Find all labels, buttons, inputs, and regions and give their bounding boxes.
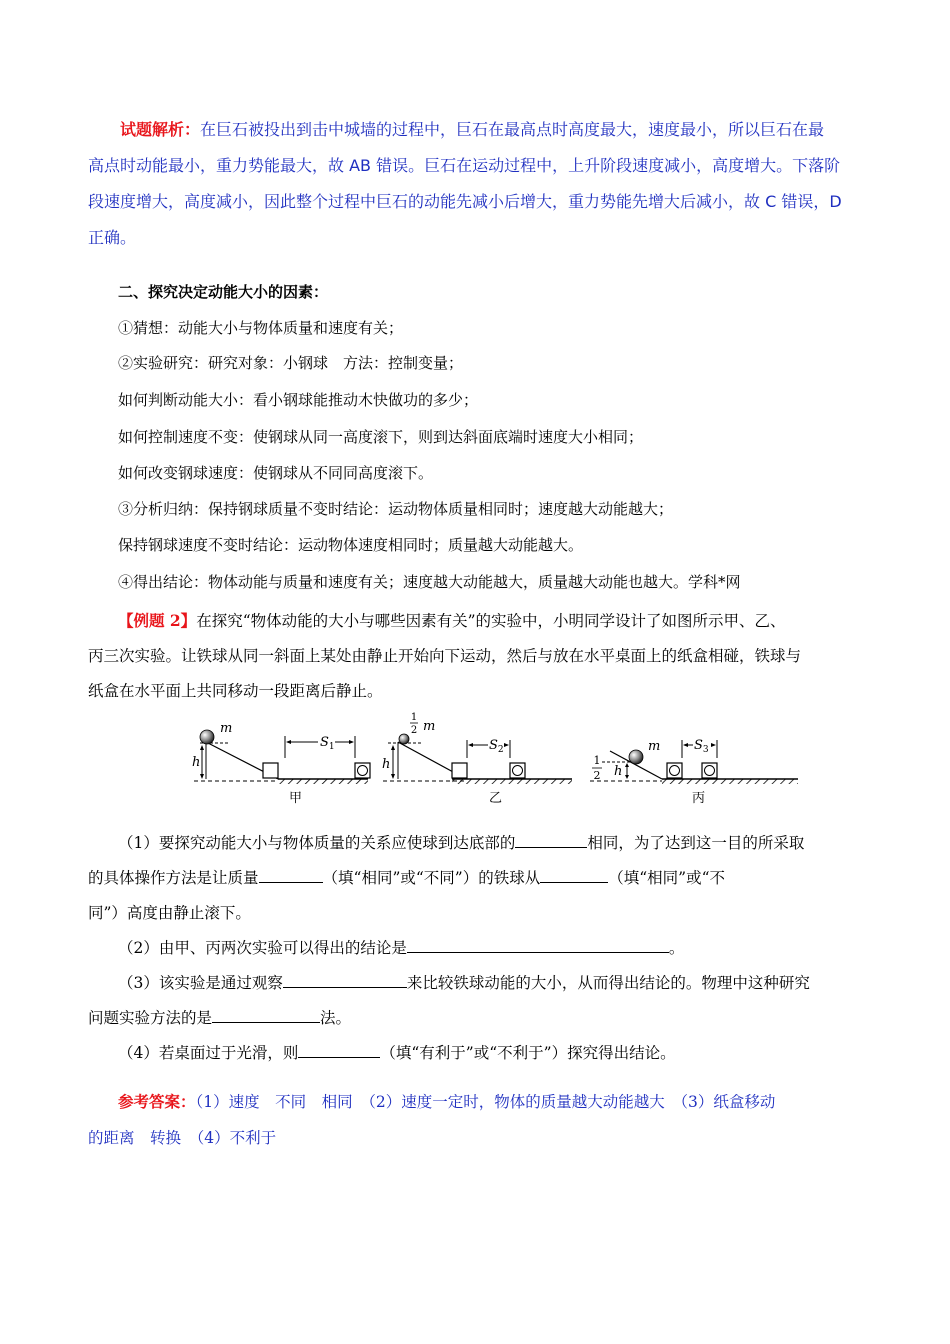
section-item: ③分析归纳：保持钢球质量不变时结论：运动物体质量相同时；速度越大动能越大； xyxy=(118,500,674,518)
questions-block xyxy=(88,826,868,1071)
panel-yi xyxy=(382,712,572,804)
panel-label: 甲 xyxy=(289,791,303,804)
answer-blank[interactable] xyxy=(212,1004,320,1023)
question-1-end: 同”）高度由静止滚下。 xyxy=(88,904,251,922)
section-item: 如何改变钢球速度：使钢球从不同同高度滚下。 xyxy=(118,464,434,482)
panel-bing xyxy=(590,738,798,804)
distance-label: $S_1$ xyxy=(320,735,335,752)
panel-label: 丙 xyxy=(692,791,706,804)
height-fraction-numerator: 1 xyxy=(593,754,601,767)
analysis-block xyxy=(88,112,873,256)
experiment-figure xyxy=(190,712,800,804)
question-3: （3）该实验是通过观察 来比较铁球动能的大小，从而得出结论的。物理中这种研究 xyxy=(88,966,868,1001)
panel-jia xyxy=(192,721,370,804)
reference-answer xyxy=(88,1084,873,1156)
answer-blank[interactable] xyxy=(298,1039,380,1058)
mass-label: m xyxy=(220,721,233,736)
answer-text: （1）速度 不同 相同 （2）速度一定时，物体的质量越大动能越大 （3）纸盒移动 xyxy=(195,1093,776,1111)
height-label: h xyxy=(382,757,391,772)
distance-label: $S_3$ xyxy=(694,738,709,755)
panel-label: 乙 xyxy=(489,791,503,804)
height-label: h xyxy=(192,755,201,770)
section-item: 如何判断动能大小：看小钢球能推动木快做功的多少； xyxy=(118,391,479,409)
steel-ball-icon xyxy=(399,734,409,744)
answer-label: 参考答案： xyxy=(118,1093,196,1111)
analysis-line: 正确。 xyxy=(88,228,137,247)
mass-label: m xyxy=(648,739,661,754)
section-item: ①猜想：动能大小与物体质量和速度有关； xyxy=(118,319,404,337)
distance-label: $S_2$ xyxy=(489,738,504,755)
steel-ball-icon xyxy=(200,730,214,744)
example-block xyxy=(88,603,868,709)
question-1: （1）要探究动能大小与物体质量的关系应使球到达底部的 相同，为了达到这一目的所采取 xyxy=(88,826,868,861)
example-line: 纸盒在水平面上共同移动一段距离后静止。 xyxy=(88,682,383,700)
question-4: （4）若桌面过于光滑，则 （填“有利于”或“不利于”）探究得出结论。 xyxy=(88,1036,868,1071)
answer-blank[interactable] xyxy=(283,969,407,988)
answer-blank[interactable] xyxy=(259,864,323,883)
question-1-cont: 的具体操作方法是让质量 （填“相同”或“不同”）的铁球从 （填“相同”或“不 xyxy=(88,861,868,896)
section-item: ②实验研究：研究对象：小钢球 方法：控制变量； xyxy=(118,354,464,372)
paper-box-icon xyxy=(452,763,467,778)
analysis-line: 在巨石被投出到击中城墙的过程中，巨石在最高点时高度最大，速度最小，所以巨石在最 xyxy=(200,120,825,139)
analysis-line: 段速度增大，高度减小，因此整个过程中巨石的动能先减小后增大，重力势能先增大后减小，故 C 错误，D xyxy=(88,192,842,211)
answer-text: 的距离 转换 （4）不利于 xyxy=(88,1129,277,1147)
paper-box-icon xyxy=(263,763,278,778)
mass-fraction-denominator: 2 xyxy=(410,725,418,736)
answer-blank[interactable] xyxy=(540,864,608,883)
height-fraction-denominator: 2 xyxy=(593,769,601,782)
section-item: 保持钢球速度不变时结论：运动物体速度相同时；质量越大动能越大。 xyxy=(118,536,584,554)
question-2: （2）由甲、丙两次实验可以得出的结论是 。 xyxy=(88,931,868,966)
answer-blank[interactable] xyxy=(407,934,669,953)
height-label: h xyxy=(614,764,623,779)
example-tag: 【例题 2】 xyxy=(118,611,197,630)
section-heading: 二、探究决定动能大小的因素： xyxy=(118,283,329,301)
mass-label: m xyxy=(423,719,436,734)
analysis-line: 高点时动能最小，重力势能最大，故 AB 错误。巨石在运动过程中，上升阶段速度减小，高度增大。下落阶 xyxy=(88,156,841,175)
example-line: 在探究“物体动能的大小与哪些因素有关”的实验中，小明同学设计了如图所示甲、乙、 xyxy=(196,612,786,630)
section-item: 如何控制速度不变：使钢球从同一高度滚下，则到达斜面底端时速度大小相同； xyxy=(118,428,644,446)
section-item: ④得出结论：物体动能与质量和速度有关；速度越大动能越大，质量越大动能也越大。学科*网 xyxy=(118,573,741,591)
example-line: 丙三次实验。让铁球从同一斜面上某处由静止开始向下运动，然后与放在水平桌面上的纸盒相碰，铁球与 xyxy=(88,647,802,665)
answer-blank[interactable] xyxy=(515,829,587,848)
question-3-cont: 问题实验方法的是 法。 xyxy=(88,1001,868,1036)
steel-ball-icon xyxy=(629,750,643,764)
analysis-label: 试题解析： xyxy=(120,120,201,139)
mass-fraction-numerator: 1 xyxy=(410,712,418,723)
